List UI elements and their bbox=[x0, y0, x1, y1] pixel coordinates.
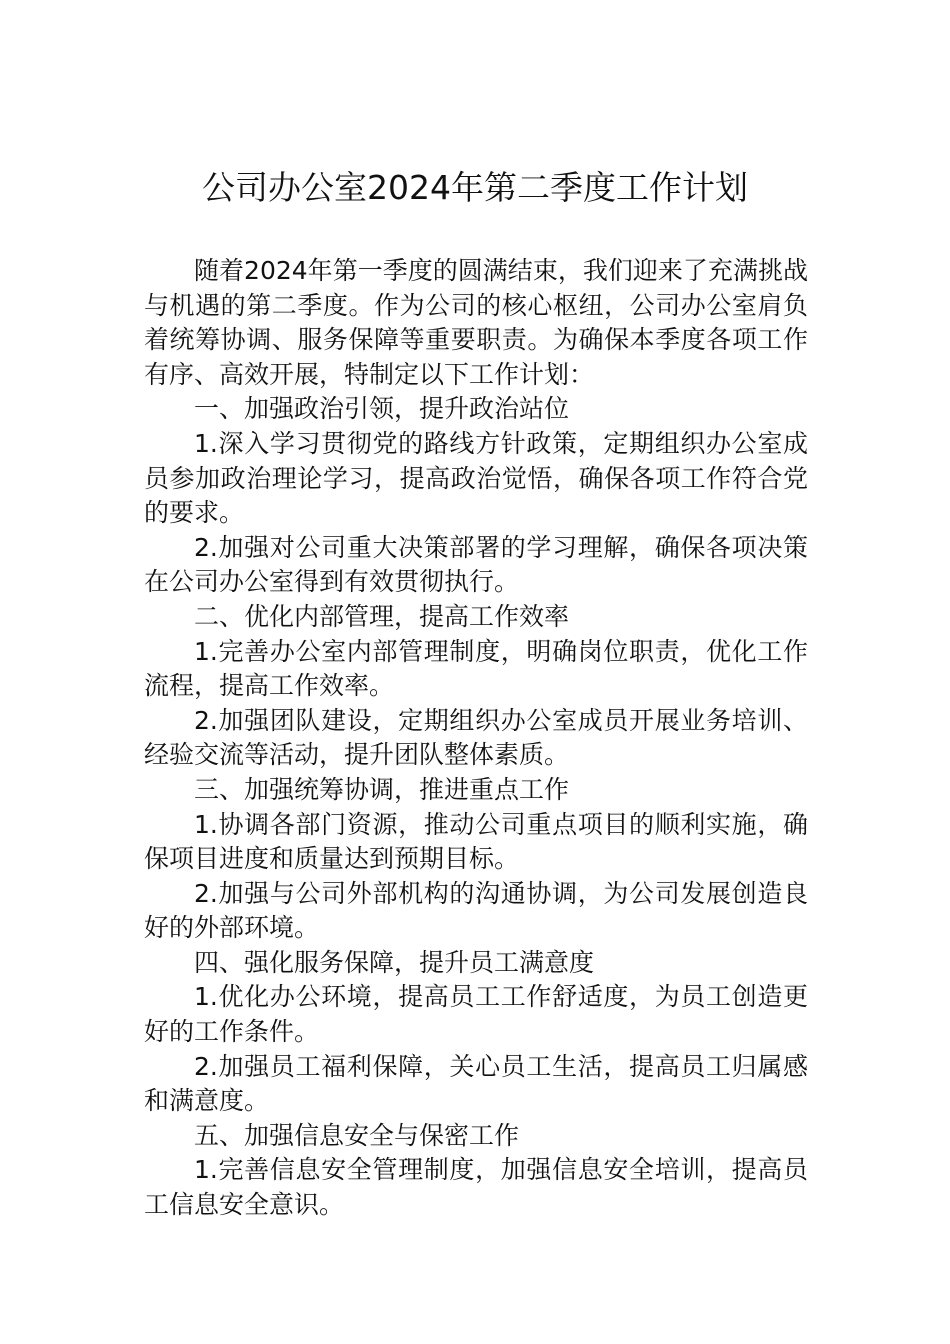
document-title: 公司办公室2024年第二季度工作计划 bbox=[202, 168, 748, 207]
section-3-item-1: 1.协调各部门资源，推动公司重点项目的顺利实施，确保项目进度和质量达到预期目标。 bbox=[144, 809, 808, 874]
section-1-item-2: 2.加强对公司重大决策部署的学习理解，确保各项决策在公司办公室得到有效贯彻执行。 bbox=[144, 532, 808, 597]
section-heading-4: 四、强化服务保障，提升员工满意度 bbox=[194, 947, 595, 977]
section-1-item-1: 1.深入学习贯彻党的路线方针政策，定期组织办公室成员参加政治理论学习，提高政治觉悟，确保各项工作符合党的要求。 bbox=[144, 428, 808, 528]
section-heading-1: 一、加强政治引领，提升政治站位 bbox=[194, 394, 570, 424]
section-4-item-1: 1.优化办公环境，提高员工工作舒适度，为员工创造更好的工作条件。 bbox=[144, 982, 808, 1047]
section-3-item-2: 2.加强与公司外部机构的沟通协调，为公司发展创造良好的外部环境。 bbox=[144, 878, 808, 943]
document-body bbox=[144, 254, 808, 1223]
section-5-item-1: 1.完善信息安全管理制度，加强信息安全培训，提高员工信息安全意识。 bbox=[144, 1155, 808, 1220]
section-4-item-2: 2.加强员工福利保障，关心员工生活，提高员工归属感和满意度。 bbox=[144, 1051, 808, 1116]
section-heading-5: 五、加强信息安全与保密工作 bbox=[194, 1120, 520, 1150]
intro-paragraph: 随着2024年第一季度的圆满结束，我们迎来了充满挑战与机遇的第二季度。作为公司的核心枢纽，公司办公室肩负着统筹协调、服务保障等重要职责。为确保本季度各项工作有序、高效开展，特制定以下工作计划： bbox=[144, 256, 808, 389]
section-heading-3: 三、加强统筹协调，推进重点工作 bbox=[194, 774, 570, 804]
section-heading-2: 二、优化内部管理，提高工作效率 bbox=[194, 601, 570, 631]
section-2-item-2: 2.加强团队建设，定期组织办公室成员开展业务培训、经验交流等活动，提升团队整体素质。 bbox=[144, 705, 808, 770]
section-2-item-1: 1.完善办公室内部管理制度，明确岗位职责，优化工作流程，提高工作效率。 bbox=[144, 636, 808, 701]
